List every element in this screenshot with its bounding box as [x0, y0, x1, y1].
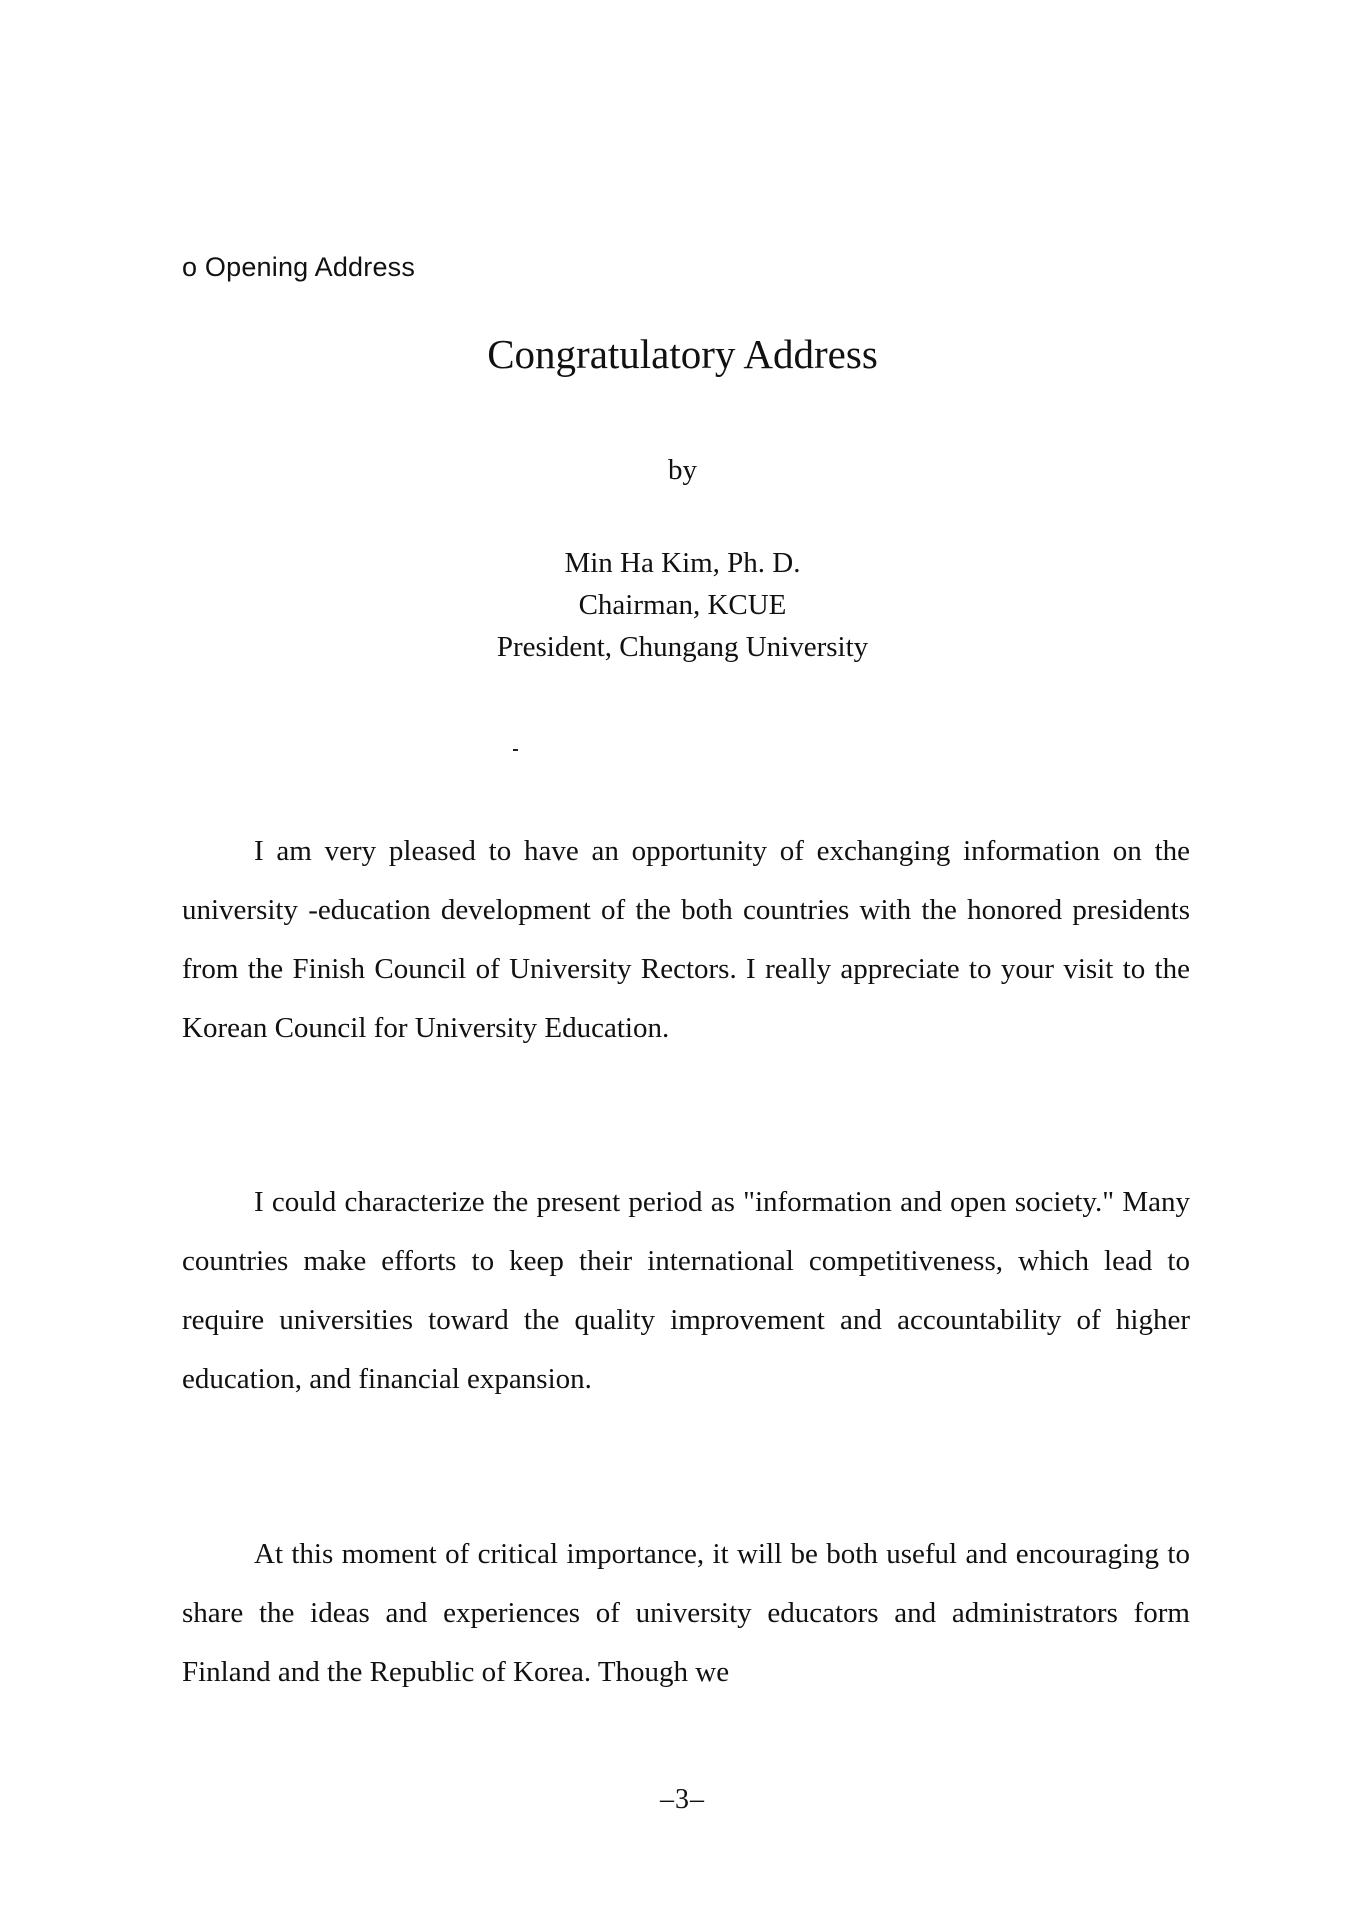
paragraph-3: [182, 1525, 1190, 1702]
author-block: [0, 542, 1365, 668]
title-text: Congratulatory Address: [487, 331, 878, 377]
document-title: [0, 330, 1365, 378]
section-label: o Opening Address: [182, 252, 416, 282]
paragraph-text: I could characterize the present period as "information and open society." Many countries make efforts to keep their international competitiveness, which lead to require universities toward the quality improvement and accountability of higher education, and financial expansion.: [182, 1186, 1190, 1395]
paragraph-text: At this moment of critical importance, it will be both useful and encouraging to share the ideas and experiences of university educators and administrators form Finland and the Republic of Korea. Though we: [182, 1538, 1190, 1688]
paragraph-1: [182, 822, 1190, 1058]
paragraph-2: [182, 1173, 1190, 1409]
paragraph-text: I am very pleased to have an opportunity of exchanging information on the university -education development of the both countries with the honored presidents from the Finish Council of University Rectors. I really appreciate to your visit to the Korean Council for University Education.: [182, 835, 1190, 1044]
by-label: by: [668, 454, 697, 486]
author-position-chairman: Chairman, KCUE: [578, 589, 787, 621]
author-position-president: President, Chungang University: [496, 631, 869, 663]
stray-mark: [513, 749, 518, 751]
page-number: –3–: [660, 1784, 705, 1815]
author-name: Min Ha Kim, Ph. D.: [564, 547, 801, 579]
